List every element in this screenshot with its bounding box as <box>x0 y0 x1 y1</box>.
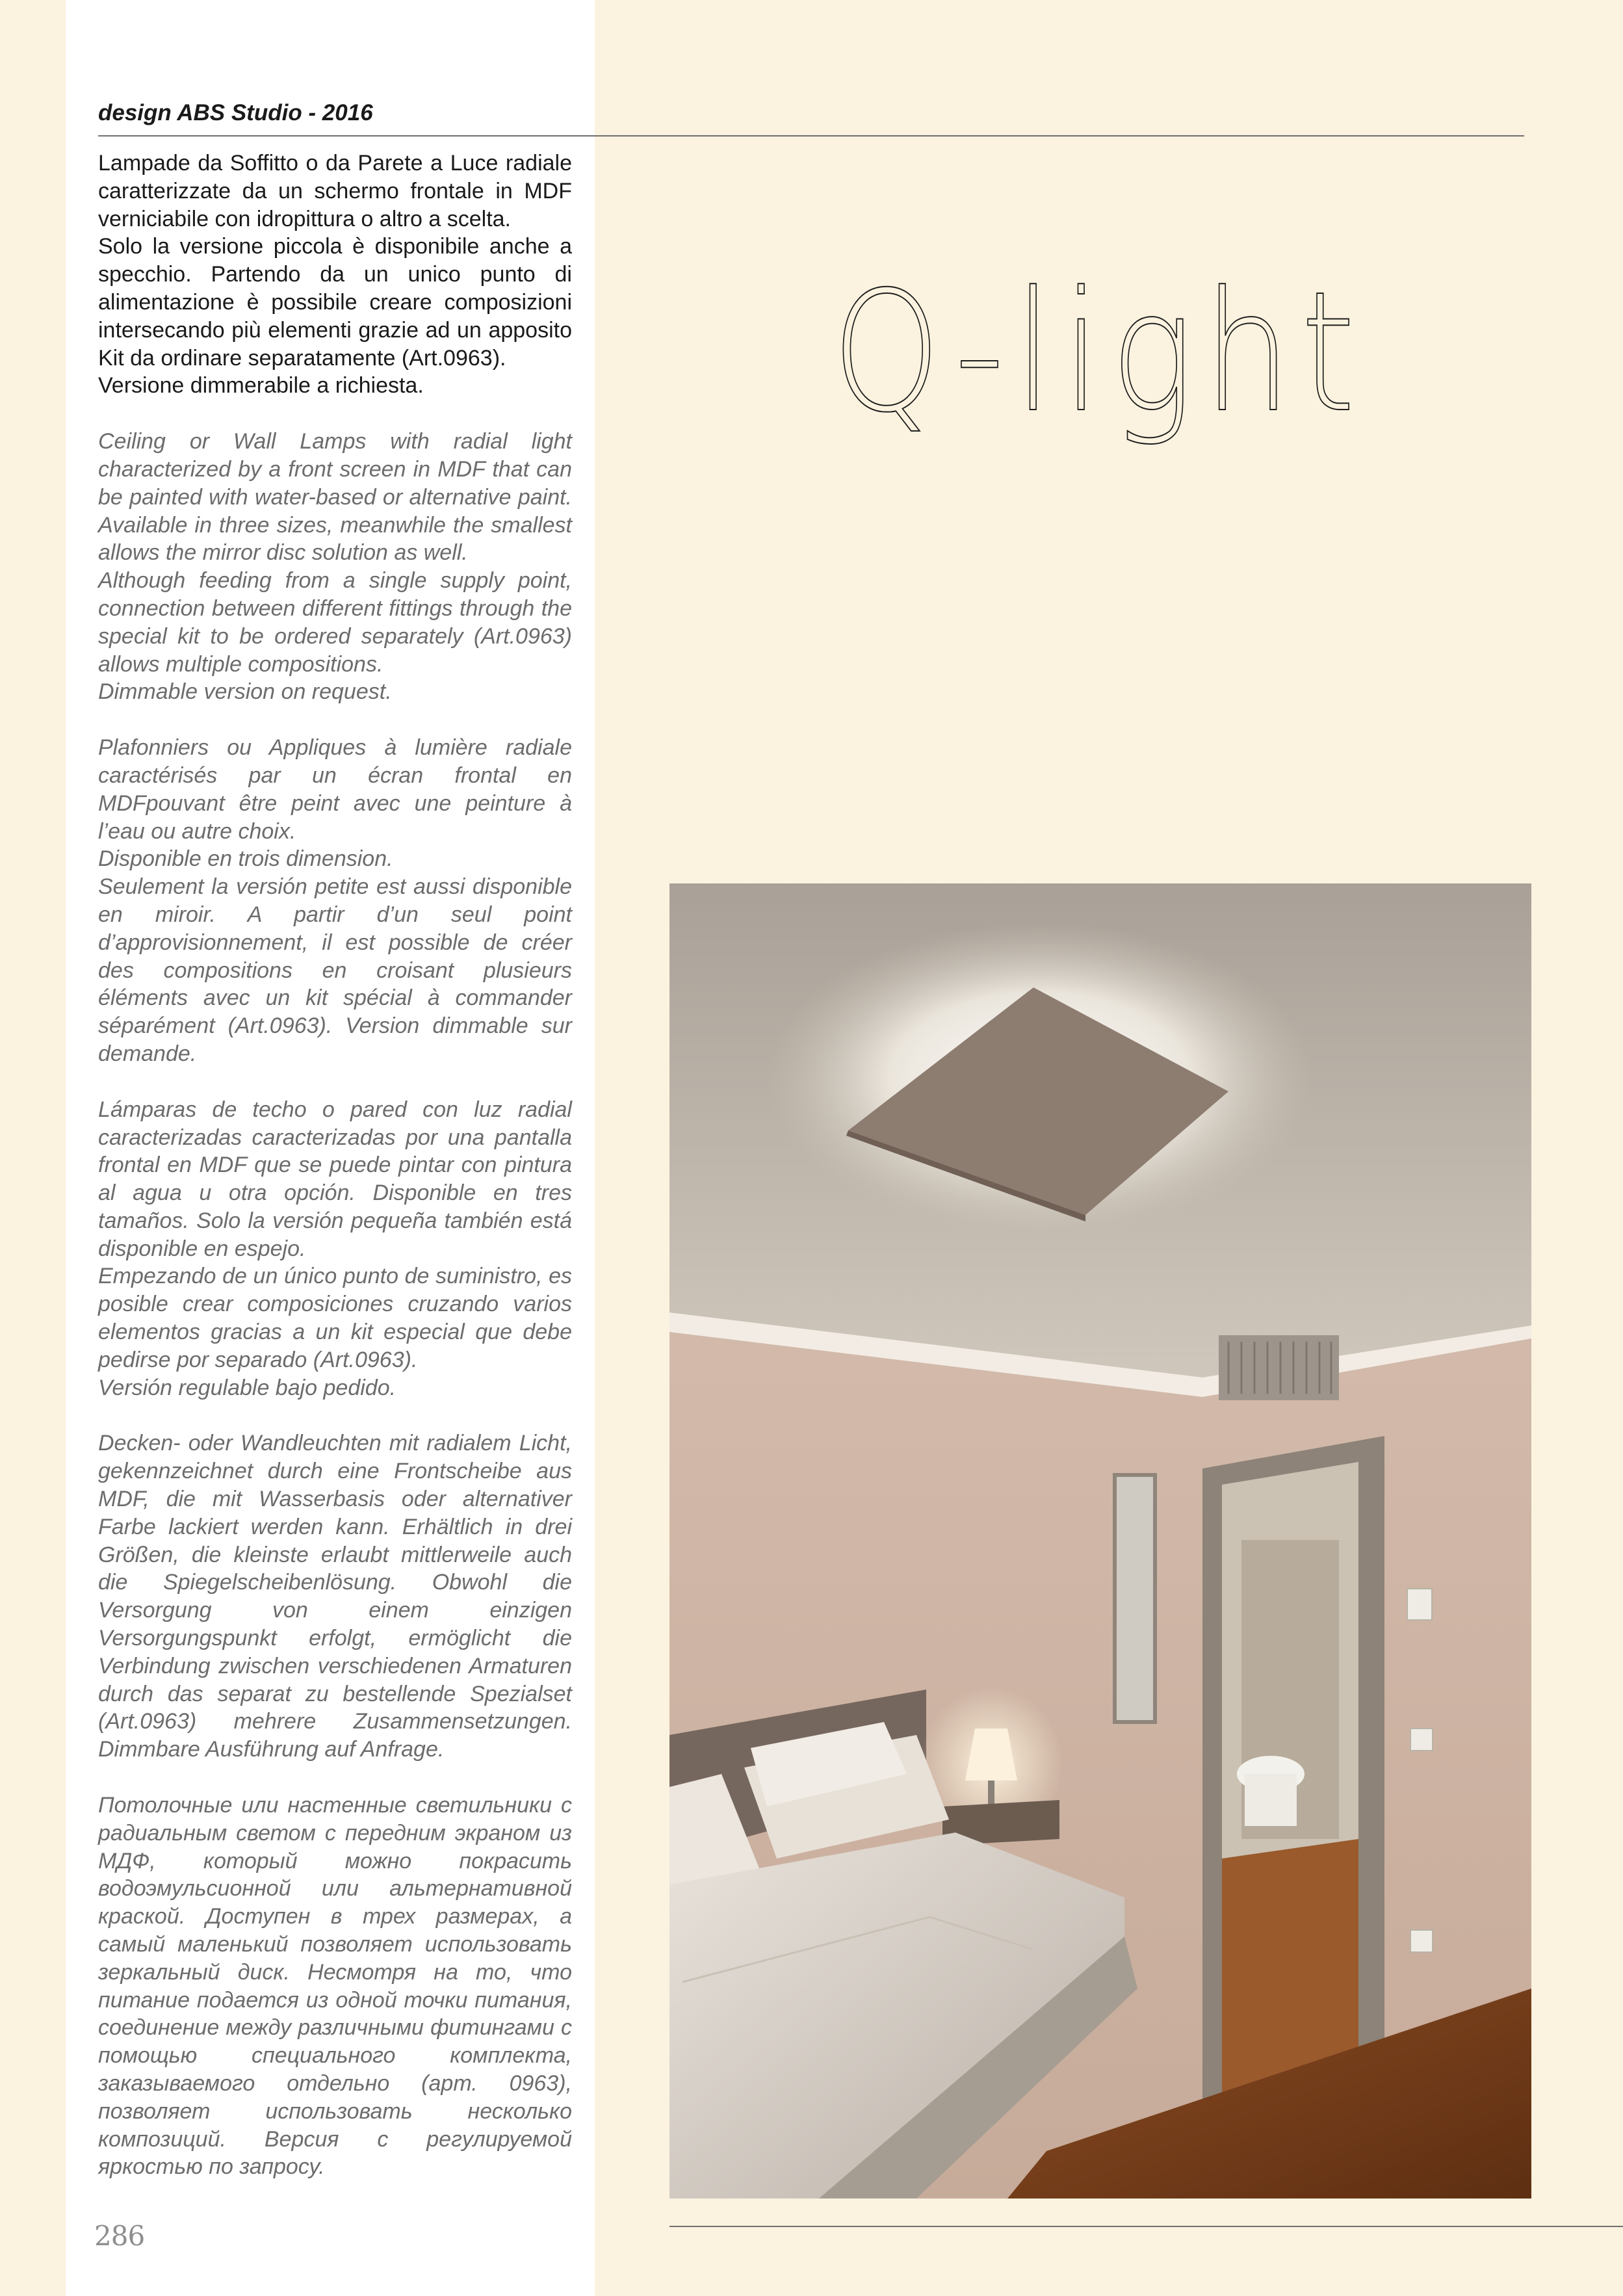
description-italian: Lampade da Soffitto o da Parete a Luce radiale caratterizzate da un schermo frontale in MDF verniciabile con idropittura o altro a scelta. Solo la versione piccola è disponibile anche a specchio. Partendo da un unico punto di alimentazione è possibile creare composizioni intersecando più elementi grazie ad un apposito Kit da ordinare separatamente (Art.0963). Versione dimmerabile a richiesta. <box>98 151 572 398</box>
description-russian: Потолочные или настенные светильники с радиальным светом с передним экраном из МДФ, который можно покрасить водоэмульсионной или альтернативной краской. Доступен в трех размерах, а самый маленький позволяет использовать зеркальный диск. Несмотря на то, что питание подается из одной точки питания, соединение между различными фитингами с помощью специального комплекта, заказываемого отдельно (арт. 0963), позволяет использовать несколько композиций. Версия с регулируемой яркостью по запросу. <box>98 1793 572 2180</box>
socket <box>1410 1930 1433 1952</box>
footer-rule <box>669 2226 1623 2227</box>
product-title-text: Q-light <box>832 256 1365 449</box>
mirror-strip <box>1115 1475 1155 1722</box>
header-rule <box>98 135 1524 137</box>
description-french: Plafonniers ou Appliques à lumière radiale caractérisés par un écran frontal en MDFpouvant être peint avec une peinture à l’eau ou autre choix. Disponible en trois dimension. Seulement la versión petite est aussi disponible en miroir. A partir d’un seul point d’approvisionnement, il est possible de créer des compositions en croisant plusieurs éléments avec un kit spécial à commander séparément (Art.0963). Version dimmable sur demande. <box>98 735 572 1066</box>
design-credit: design ABS Studio - 2016 <box>98 100 373 125</box>
product-title <box>832 256 1384 468</box>
description-list <box>98 150 572 2209</box>
product-photo <box>669 883 1531 2198</box>
description-english: Ceiling or Wall Lamps with radial light characterized by a front screen in MDF that can be painted with water-based or alternative paint. Available in three sizes, meanwhile the smallest allows the mirror disc solution as well. Although feeding from a single supply point, connection between different fittings through the special kit to be ordered separately (Art.0963) allows multiple compositions. Dimmable version on request. <box>98 429 572 705</box>
thermostat <box>1407 1589 1432 1620</box>
description-german: Decken- oder Wandleuchten mit radialem Licht, gekennzeichnet durch eine Frontscheibe aus MDF, die mit Wasserbasis oder alternativer Farbe lackiert werden kann. Erhältlich in drei Größen, die kleinste erlaubt mittlerweile auch die Spiegelscheibenlösung. Obwohl die Versorgung von einem einzigen Versorgungspunkt erfolgt, ermöglicht die Verbindung zwischen verschiedenen Armaturen durch das separat zu bestellende Spezialset (Art.0963) mehrere Zusammensetzungen. Dimmbare Ausführung auf Anfrage. <box>98 1431 572 1762</box>
page-number: 286 <box>94 2220 145 2252</box>
light-switch <box>1410 1729 1433 1751</box>
air-vent <box>1219 1335 1339 1400</box>
description-spanish: Lámparas de techo o pared con luz radial caracterizadas caracterizadas por una pantalla frontal en MDF que se puede pintar con pintura al agua u otra opción. Disponible en tres tamaños. Solo la versión pequeña también está disponible en espejo. Empezando de un único punto de suministro, es posible crear composiciones cruzando varios elementos gracias a un kit especial que debe pedirse por separado (Art.0963). Versión regulable bajo pedido. <box>98 1097 572 1400</box>
